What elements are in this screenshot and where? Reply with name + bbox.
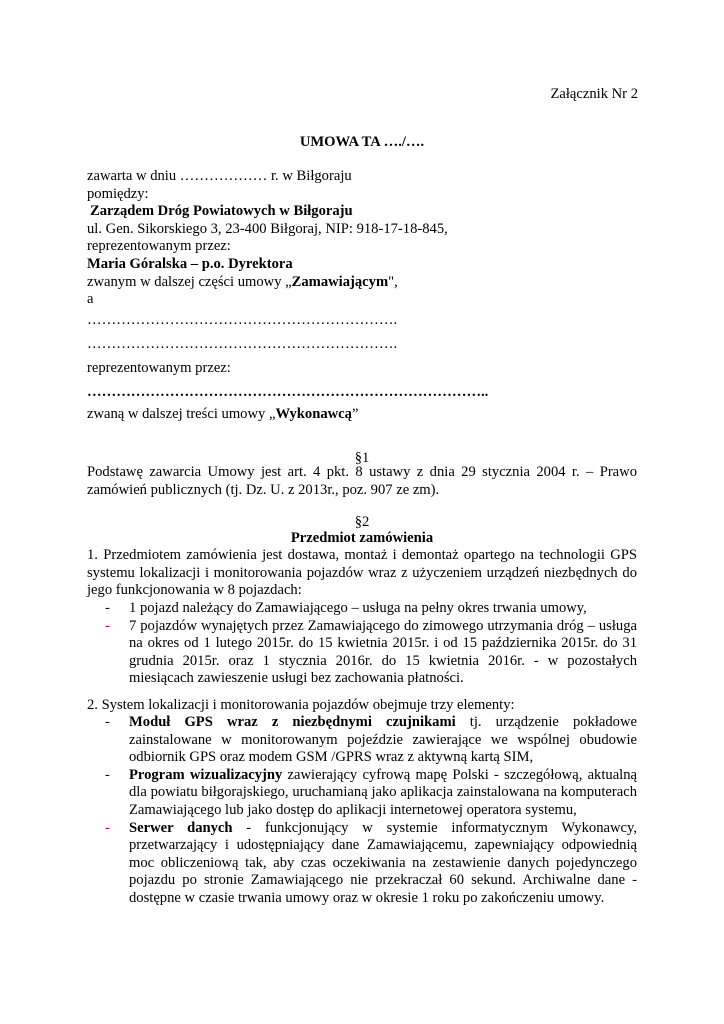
list-marker: -	[105, 617, 110, 634]
annex-label: Załącznik Nr 2	[550, 86, 638, 102]
representative-1: Maria Góralska – p.o. Dyrektora	[87, 255, 293, 272]
called-1-prefix: zwanym w dalszej części umowy „	[87, 273, 292, 290]
list-item	[105, 766, 638, 820]
list-item	[105, 714, 637, 767]
list-item-text: 1 pojazd należący do Zamawiającego – usługa na pełny okres trwania umowy,	[129, 600, 587, 616]
parties-block	[87, 168, 637, 309]
blank-line-2: ……………………………………………………….	[87, 336, 398, 352]
called-1-suffix: ",	[388, 273, 398, 290]
section-2-paragraph-1: 1. Przedmiotem zamówienia jest dostawa, montaż i demontaż opartego na technologii GPS systemu lokalizacji i monitorowania pojazdów wraz z użyczeniem urządzeń niezbędnych do jego funkcjonowania w 8 pojazdach:	[87, 547, 637, 599]
list-item	[105, 600, 637, 618]
list-item-text: zawierający cyfrową mapę Polski - szczegółową, aktualną dla powiatu biłgorajskiego, uruchamianą jako aplikacja zainstalowana na komputerach Zamawiającego lub jako dostęp do aplikacji internetowej operatora systemu,	[129, 766, 638, 818]
called-2-name: Wykonawcą	[275, 406, 352, 422]
called-clause-1	[87, 274, 637, 292]
called-2-prefix: zwaną w dalszej treści umowy „	[87, 406, 276, 422]
called-2-suffix: ”	[351, 406, 359, 422]
called-1-name: Zamawiającym	[291, 273, 389, 290]
representative-2: ………………………………………………………………………..	[87, 384, 489, 400]
list-2	[105, 714, 638, 908]
list-marker: -	[105, 766, 110, 783]
list-1	[105, 600, 637, 688]
list-marker: -	[105, 819, 110, 836]
represented-by-1: reprezentowanym przez:	[87, 238, 231, 255]
section-2-heading: Przedmiot zamówienia	[290, 530, 434, 546]
section-1-number: §1	[354, 450, 370, 466]
section-2-number: §2	[354, 514, 370, 530]
and-label: a	[87, 291, 94, 308]
section-1-text: Podstawę zawarcia Umowy jest art. 4 pkt. 8 ustawy z dnia 29 stycznia 2004 r. – Prawo zamówień publicznych (tj. Dz. U. z 2013r., poz. 907 ze zm).	[87, 464, 637, 498]
list-item-text: - funkcjonujący w systemie informatycznym Wykonawcy, przetwarzający i udostępniający dane Zamawiającemu, zapewniający odpowiednią moc obliczeniową tak, aby czas oczekiwania na zestawienie danych pojedynczego pojazdu po stronie Zamawiającego nie przekraczał 60 sekund. Archiwalne dane - dostępne w czasie trwania umowy oraz w okresie 1 roku po zakończeniu umowy.	[129, 819, 637, 906]
list-item	[105, 617, 637, 688]
list-marker: -	[105, 600, 110, 616]
concluded-on: zawarta w dniu ……………… r. w Biłgoraju	[87, 168, 352, 184]
represented-by-2: reprezentowanym przez:	[87, 360, 231, 376]
party1-address: ul. Gen. Sikorskiego 3, 23-400 Biłgoraj, NIP: 918-17-18-845,	[87, 220, 448, 237]
blank-line-1: ……………………………………………………….	[87, 312, 398, 328]
list-item-bold: Serwer danych	[129, 819, 233, 836]
contract-title: UMOWA TA …./….	[299, 134, 425, 150]
section-2-paragraph-2: 2. System lokalizacji i monitorowania pojazdów obejmuje trzy elementy:	[87, 697, 515, 713]
list-marker: -	[105, 714, 110, 730]
list-item-text: 7 pojazdów wynajętych przez Zamawiającego do zimowego utrzymania dróg – usługa na okres od 1 lutego 2015r. do 15 kwietnia 2015r. i od 15 października 2015r. do 31 grudnia 2015r. oraz 1 stycznia 2016r. do 15 kwietnia 2016r. - w pozostałych miesiącach zawieszenie usługi bez zachowania płatności.	[129, 617, 637, 687]
called-clause-2	[87, 406, 637, 424]
between-label: pomiędzy:	[87, 185, 149, 202]
list-item	[105, 819, 637, 908]
party1-name: Zarządem Dróg Powiatowych w Biłgoraju	[90, 203, 353, 220]
list-item-text: tj. urządzenie pokładowe zainstalowane w monitorowanym pojeździe zawierające we wspólnej obudowie odbiornik GPS oraz modem GSM /GPRS wraz z aktywną kartą SIM,	[129, 714, 637, 766]
list-item-bold: Program wizualizacyjny	[129, 766, 283, 783]
list-item-bold: Moduł GPS wraz z niezbędnymi czujnikami	[129, 714, 456, 730]
